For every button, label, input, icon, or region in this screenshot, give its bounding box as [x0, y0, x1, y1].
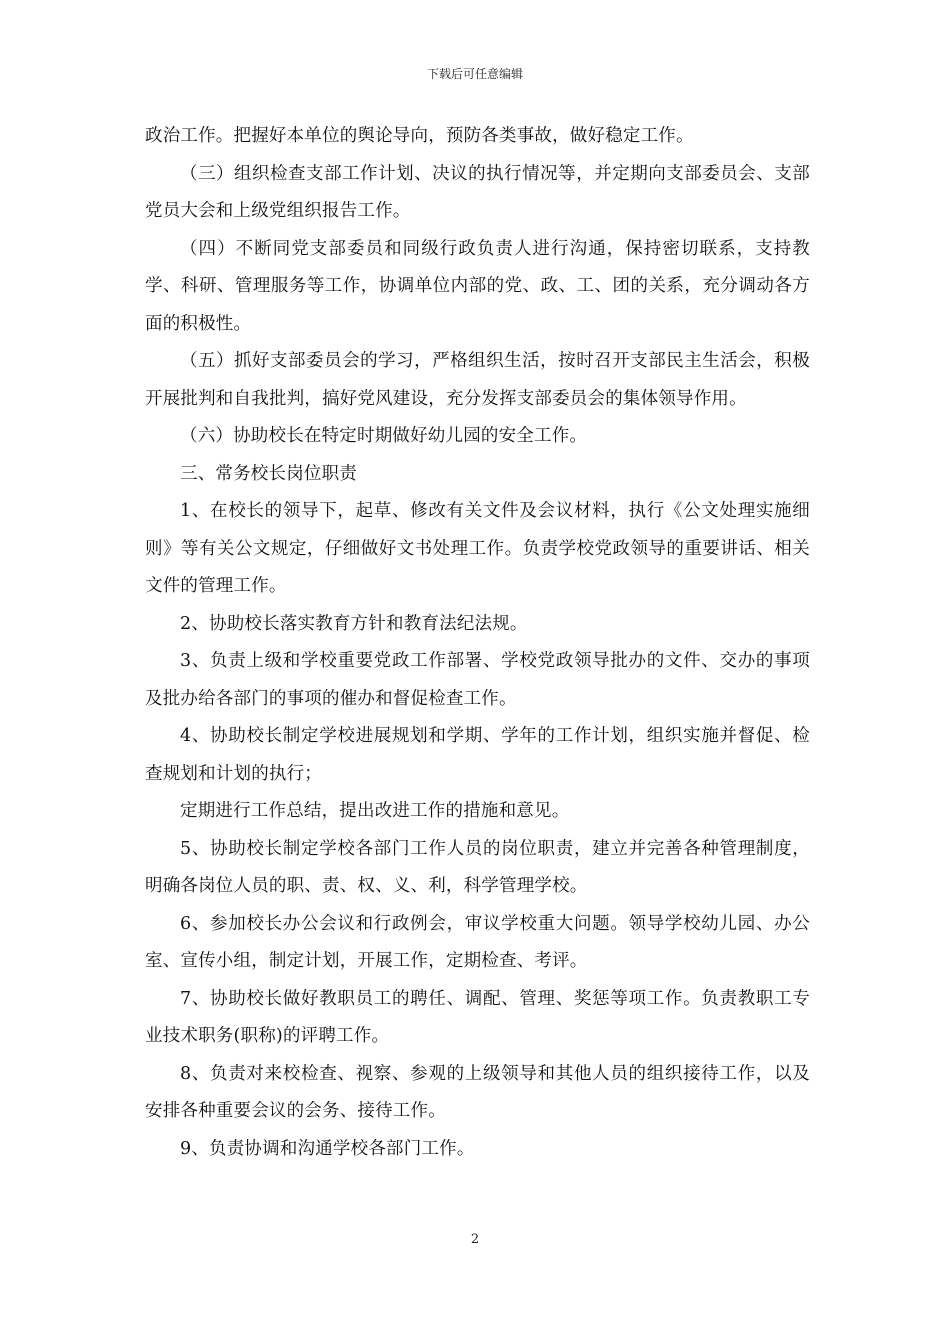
duty-item-2: 2、协助校长落实教育方针和教育法纪法规。 [180, 613, 528, 634]
duty-item-1: 1、在校长的领导下，起草、修改有关文件及会议材料，执行《公文处理实施细则》等有关公文规定，仔细做好文书处理工作。负责学校党政领导的重要讲话、相关文件的管理工作。 [145, 501, 810, 596]
paragraph-item-4: （四）不断同党支部委员和同级行政负责人进行沟通，保持密切联系，支持教学、科研、管理服务等工作，协调单位内部的党、政、工、团的关系，充分调动各方面的积极性。 [145, 238, 810, 334]
duty-item-4-continued: 定期进行工作总结，提出改进工作的措施和意见。 [180, 801, 570, 821]
duty-item-5: 5、协助校长制定学校各部门工作人员的岗位职责，建立并完善各种管理制度，明确各岗位人员的职、责、权、义、利，科学管理学校。 [145, 838, 810, 896]
page-number: 2 [470, 1232, 480, 1247]
paragraph-item-5: （五）抓好支部委员会的学习，严格组织生活，按时召开支部民主生活会，积极开展批判和自我批判，搞好党风建设，充分发挥支部委员会的集体领导作用。 [145, 351, 810, 409]
duty-item-3: 3、负责上级和学校重要党政工作部署、学校党政领导批办的文件、交办的事项及批办给各部门的事项的催办和督促检查工作。 [145, 651, 810, 709]
duty-item-9: 9、负责协调和沟通学校各部门工作。 [180, 1138, 475, 1159]
page-header: 下载后可任意编辑 [426, 67, 523, 81]
section-heading: 三、常务校长岗位职责 [180, 463, 357, 484]
duty-item-4: 4、协助校长制定学校进展规划和学期、学年的工作计划，组织实施并督促、检查规划和计划的执行； [145, 726, 810, 784]
duty-item-8: 8、负责对来校检查、视察、参观的上级领导和其他人员的组织接待工作，以及安排各种重要会议的会务、接待工作。 [145, 1063, 810, 1121]
paragraph-continuation: 政治工作。把握好本单位的舆论导向，预防各类事故，做好稳定工作。 [145, 126, 694, 146]
paragraph-item-6: （六）协助校长在特定时期做好幼儿园的安全工作。 [180, 426, 588, 446]
duty-item-7: 7、协助校长做好教职员工的聘任、调配、管理、奖惩等项工作。负责教职工专业技术职务(职称)的评聘工作。 [145, 988, 810, 1046]
document-body [145, 118, 810, 1168]
paragraph-item-3: （三）组织检查支部工作计划、决议的执行情况等，并定期向支部委员会、支部党员大会和上级党组织报告工作。 [145, 163, 810, 221]
duty-item-6: 6、参加校长办公会议和行政例会，审议学校重大问题。领导学校幼儿园、办公室、宣传小组，制定计划，开展工作，定期检查、考评。 [145, 913, 810, 971]
